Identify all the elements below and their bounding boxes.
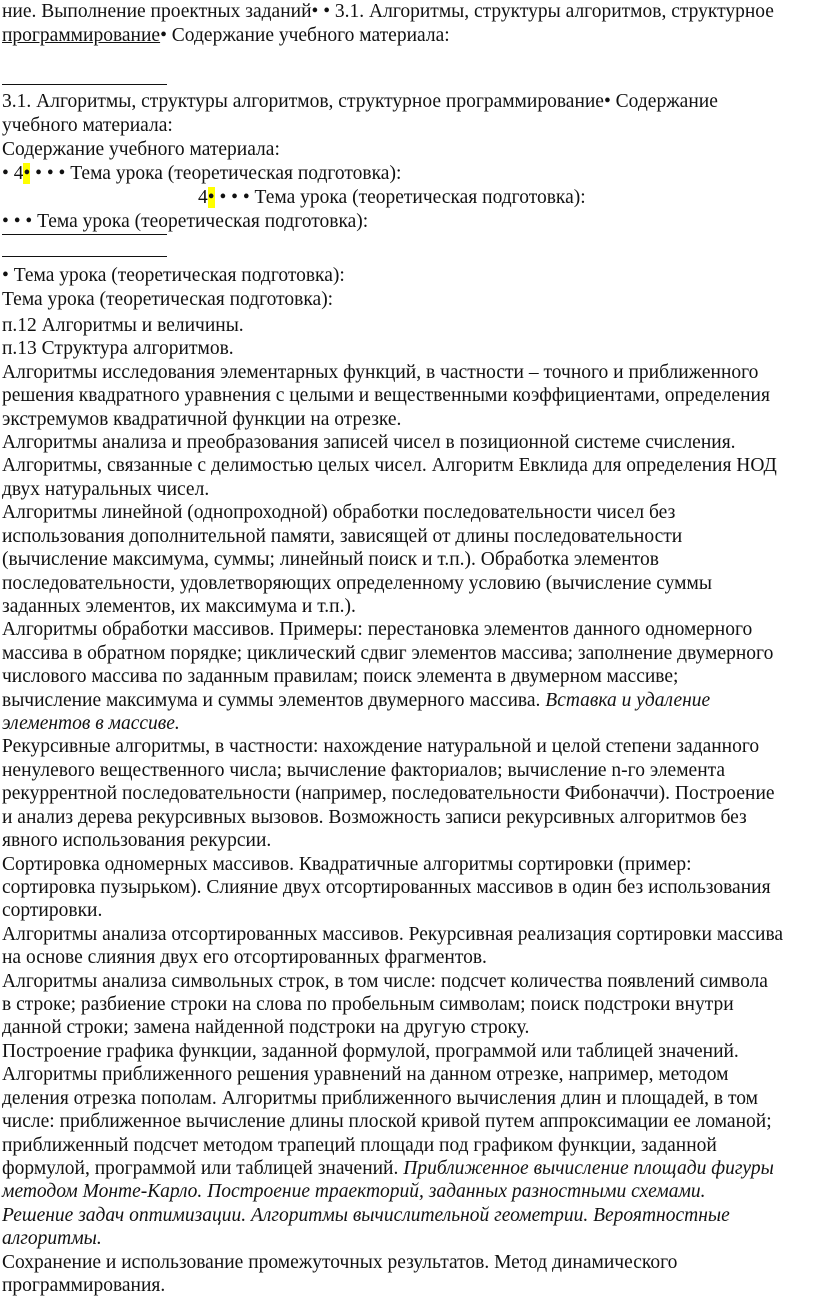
body-line: Алгоритмы анализа символьных строк, в том числе: подсчет количества появлений символа: [2, 970, 768, 992]
body-line: Алгоритмы, связанные с делимостью целых чисел. Алгоритм Евклида для определения НОД: [2, 455, 777, 477]
body-line: п.12 Алгоритмы и величины.: [2, 315, 244, 336]
topic-row-1-prefix: • 4: [2, 163, 24, 184]
section-line-2: учебного материала:: [2, 115, 173, 136]
body-line: ненулевого вещественного числа; вычисление факториалов; вычисление n-го элемента: [2, 759, 726, 781]
italic-text: элементов в массиве.: [2, 713, 180, 735]
body-line: явного использования рекурсии.: [2, 830, 272, 852]
header-line-1: ние. Выполнение проектных заданий• • 3.1. Алгоритмы, структуры алгоритмов, структурное: [2, 1, 774, 22]
separator-rule: [2, 256, 167, 257]
body-line: двух натуральных чисел.: [2, 478, 210, 500]
body-line: числе: приближенное вычисление длины плоской кривой путем аппроксимации ее ломаной;: [2, 1111, 772, 1133]
body-line: Построение графика функции, заданной формулой, программой или таблицей значений.: [2, 1040, 739, 1062]
body-line: рекуррентной последовательности (например, последовательности Фибоначчи). Построение: [2, 783, 775, 805]
body-line: [2, 1204, 730, 1228]
topic-row-1-text: • • • Тема урока (теоретическая подготовка):: [30, 163, 402, 184]
highlight-mark: •: [207, 187, 215, 208]
italic-text: Вставка и удаление: [545, 689, 711, 711]
body-line: Алгоритмы приближенного решения уравнений на данном отрезке, например, методом: [2, 1064, 729, 1086]
topic-row-2-prefix: 4: [198, 187, 208, 208]
body-line: Алгоритмы анализа отсортированных массивов. Рекурсивная реализация сортировки массива: [2, 923, 784, 945]
body-line: заданных элементов, их максимума и т.п.).: [2, 595, 356, 617]
body-line: массива в обратном порядке; циклический сдвиг элементов массива; заполнение двумерного: [2, 642, 774, 664]
header-line-2-rest: • Содержание учебного материала:: [160, 25, 450, 46]
body-line: сортировка пузырьком). Слияние двух отсортированных массивов в один без использования: [2, 876, 771, 898]
section-line-1: 3.1. Алгоритмы, структуры алгоритмов, структурное программирование• Содержание: [2, 91, 718, 112]
body-line: Сортировка одномерных массивов. Квадратичные алгоритмы сортировки (пример:: [2, 853, 692, 875]
topic-row-2: [198, 186, 586, 210]
body-line: приближенный подсчет методом трапеций площади под графиком функции, заданной: [2, 1134, 717, 1156]
separator-rule: [2, 84, 167, 85]
body-line: Алгоритмы анализа и преобразования записей чисел в позиционной системе счисления.: [2, 432, 736, 454]
italic-text: методом Монте-Карло. Построение траекторий, заданных разностными схемами.: [2, 1181, 706, 1203]
body-line: использования дополнительной памяти, зависящей от длины последовательности: [2, 525, 683, 547]
body-line: последовательности, удовлетворяющих определенному условию (вычисление суммы: [2, 572, 712, 594]
highlight-mark: •: [23, 163, 31, 184]
body-line-text: формулой, программой или таблицей значений.: [2, 1157, 399, 1179]
body-line: на основе слияния двух его отсортированных фрагментов.: [2, 947, 487, 969]
body-line: п.13 Структура алгоритмов.: [2, 338, 234, 360]
body-line: деления отрезка пополам. Алгоритмы приближенного вычисления длин и площадей, в том: [2, 1087, 758, 1109]
body-line: данной строки; замена найденной подстроки на другую строку.: [2, 1017, 530, 1039]
section-line-3: Содержание учебного материала:: [2, 139, 280, 160]
topic-row-5: Тема урока (теоретическая подготовка):: [2, 289, 334, 310]
italic-text: Решение задач оптимизации. Алгоритмы вычислительной геометрии. Вероятностные: [2, 1204, 730, 1226]
body-line: числового массива по заданным правилам; поиск элемента в двумерном массиве;: [2, 666, 679, 688]
topic-row-3: • • • Тема урока (теоретическая подготовка):: [2, 211, 369, 232]
body-line: решения квадратного уравнения с целыми и вещественными коэффициентами, определения: [2, 385, 770, 407]
topic-row-2-text: • • • Тема урока (теоретическая подготовка):: [214, 187, 586, 208]
body-line: Алгоритмы линейной (однопроходной) обработки последовательности чисел без: [2, 502, 676, 524]
body-line: Рекурсивные алгоритмы, в частности: нахождение натуральной и целой степени заданного: [2, 736, 760, 758]
italic-text: алгоритмы.: [2, 1228, 102, 1250]
body-line: в строке; разбиение строки на слова по пробельным символам; поиск подстроки внутри: [2, 994, 734, 1016]
body-line-text: вычисление максимума и суммы элементов двумерного массива.: [2, 689, 541, 711]
body-line: и анализ дерева рекурсивных вызовов. Возможность записи рекурсивных алгоритмов без: [2, 806, 747, 828]
body-line: Сохранение и использование промежуточных результатов. Метод динамического: [2, 1251, 678, 1273]
separator-rule: [2, 234, 167, 235]
body-line: (вычисление максимума, суммы; линейный поиск и т.п.). Обработка элементов: [2, 549, 659, 571]
body-line: [2, 1180, 706, 1204]
topic-row-1: [2, 162, 401, 186]
header-link-text: программирование: [2, 25, 161, 46]
body-line: экстремумов квадратичной функции на отрезке.: [2, 408, 402, 430]
body-line: Алгоритмы исследования элементарных функций, в частности – точного и приближенного: [2, 361, 759, 383]
body-line: сортировки.: [2, 900, 103, 922]
body-line: Алгоритмы обработки массивов. Примеры: перестановка элементов данного одномерного: [2, 619, 753, 641]
body-line: [2, 1157, 774, 1181]
topic-row-4: • Тема урока (теоретическая подготовка):: [2, 265, 345, 286]
body-line: [2, 712, 180, 736]
italic-text: Приближенное вычисление площади фигуры: [403, 1157, 774, 1179]
header-line-2: [2, 24, 450, 48]
body-line: программирования.: [2, 1275, 166, 1296]
body-line: [2, 1227, 102, 1251]
body-line: [2, 689, 710, 713]
